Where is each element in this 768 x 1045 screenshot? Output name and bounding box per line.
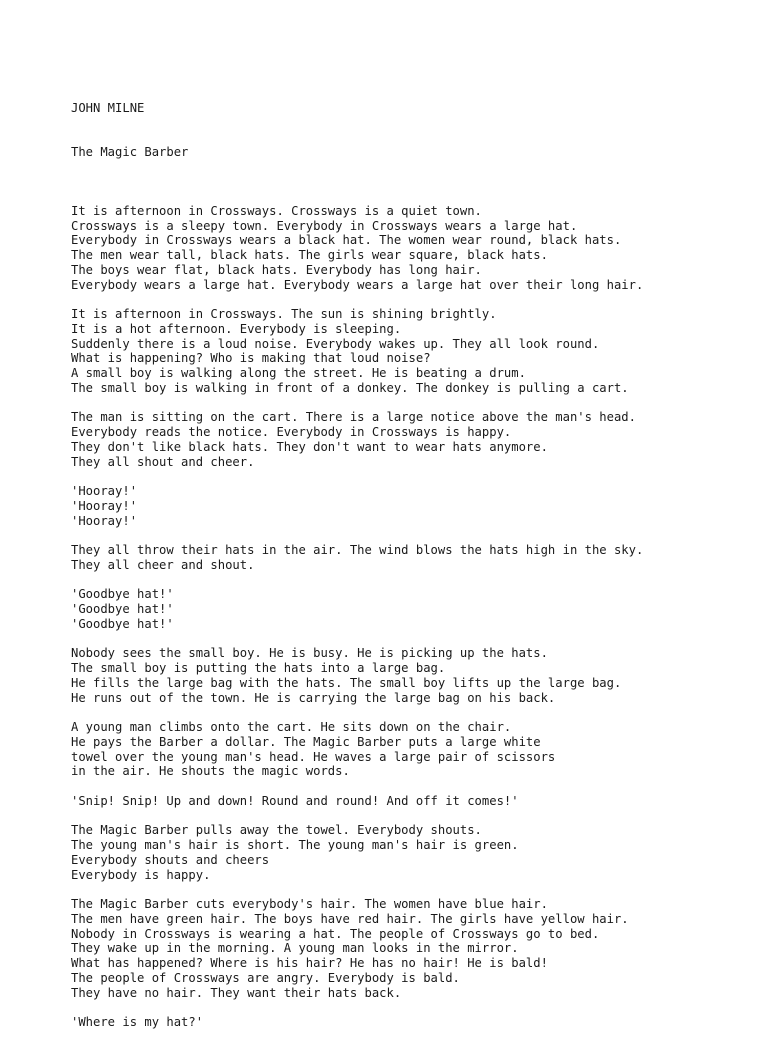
text-line: 'Goodbye hat!': [71, 587, 174, 602]
paragraph-gap: [71, 809, 751, 824]
paragraph: [71, 720, 751, 779]
document-page: [71, 71, 751, 1045]
text-line: The Magic Barber cuts everybody's hair. The women have blue hair.: [71, 897, 548, 911]
text-line: 'Goodbye hat!': [71, 602, 174, 616]
text-line: The small boy is putting the hats into a large bag.: [71, 661, 446, 675]
text-line: 'Where is my hat?': [71, 1015, 204, 1029]
author-name: JOHN MILNE: [71, 100, 145, 115]
text-line: Everybody reads the notice. Everybody in Crossways is happy.: [71, 425, 512, 439]
paragraph-gap: [71, 528, 751, 543]
paragraph: [71, 823, 751, 882]
text-line: They don't like black hats. They don't want to wear hats anymore.: [71, 439, 548, 454]
text-line: Everybody is happy.: [71, 867, 211, 882]
text-line: 'Goodbye hat!': [71, 616, 174, 631]
text-line: Suddenly there is a loud noise. Everybody wakes up. They all look round.: [71, 336, 600, 351]
paragraph: [71, 307, 751, 396]
text-line: It is afternoon in Crossways. Crossways is a quiet town.: [71, 203, 482, 218]
text-line: The people of Crossways are angry. Everybody is bald.: [71, 970, 460, 985]
paragraph-gap: [71, 632, 751, 647]
text-line: Nobody sees the small boy. He is busy. He is picking up the hats.: [71, 646, 548, 661]
text-line: towel over the young man's head. He waves a large pair of scissors: [71, 749, 556, 764]
paragraph-gap: [71, 189, 751, 204]
text-line: 'Hooray!': [71, 498, 138, 513]
paragraph: [71, 484, 751, 528]
text-line: He pays the Barber a dollar. The Magic Barber puts a large white: [71, 734, 541, 749]
text-line: Nobody in Crossways is wearing a hat. The people of Crossways go to bed.: [71, 926, 600, 941]
document-title: The Magic Barber: [71, 144, 189, 159]
text-line: Everybody wears a large hat. Everybody wears a large hat over their long hair.: [71, 277, 644, 292]
paragraph-gap: [71, 882, 751, 897]
text-line: They have no hair. They want their hats back.: [71, 985, 402, 1000]
text-line: Everybody in Crossways wears a black hat. The women wear round, black hats.: [71, 233, 622, 248]
text-line: The small boy is walking in front of a donkey. The donkey is pulling a cart.: [71, 380, 629, 395]
text-line: They all throw their hats in the air. The wind blows the hats high in the sky.: [71, 543, 644, 557]
text-line: It is a hot afternoon. Everybody is sleeping.: [71, 321, 402, 336]
paragraph: [71, 587, 751, 631]
text-line: 'Hooray!': [71, 513, 138, 528]
text-line: The Magic Barber pulls away the towel. Everybody shouts.: [71, 823, 482, 838]
text-line: They wake up in the morning. A young man looks in the mirror.: [71, 941, 519, 956]
paragraph: [71, 897, 751, 1000]
paragraph: [71, 204, 751, 293]
paragraph: [71, 794, 751, 809]
text-line: A small boy is walking along the street. He is beating a drum.: [71, 366, 526, 380]
paragraph: [71, 410, 751, 469]
paragraph: [71, 543, 751, 573]
paragraph-gap: [71, 1000, 751, 1015]
text-line: The men have green hair. The boys have red hair. The girls have yellow hair.: [71, 911, 629, 926]
text-line: A young man climbs onto the cart. He sits down on the chair.: [71, 720, 512, 734]
text-line: They all cheer and shout.: [71, 557, 255, 572]
paragraph-gap: [71, 705, 751, 720]
text-line: They all shout and cheer.: [71, 454, 255, 469]
text-line: in the air. He shouts the magic words.: [71, 764, 350, 779]
document-body: [71, 189, 751, 1030]
text-line: The man is sitting on the cart. There is a large notice above the man's head.: [71, 410, 636, 425]
text-line: The young man's hair is short. The young man's hair is green.: [71, 838, 519, 852]
text-line: He runs out of the town. He is carrying the large bag on his back.: [71, 690, 556, 705]
paragraph-gap: [71, 292, 751, 307]
text-line: 'Snip! Snip! Up and down! Round and round! And off it comes!': [71, 793, 519, 808]
paragraph-gap: [71, 573, 751, 588]
text-line: The boys wear flat, black hats. Everybody has long hair.: [71, 262, 482, 277]
text-line: What is happening? Who is making that loud noise?: [71, 351, 431, 366]
paragraph: [71, 646, 751, 705]
text-line: Crossways is a sleepy town. Everybody in Crossways wears a large hat.: [71, 218, 578, 233]
paragraph-gap: [71, 396, 751, 411]
paragraph-gap: [71, 779, 751, 794]
text-line: What has happened? Where is his hair? He has no hair! He is bald!: [71, 956, 548, 970]
text-line: The men wear tall, black hats. The girls wear square, black hats.: [71, 248, 548, 262]
paragraph: [71, 1015, 751, 1030]
text-line: 'Hooray!': [71, 484, 138, 498]
paragraph-gap: [71, 469, 751, 484]
text-line: Everybody shouts and cheers: [71, 852, 270, 867]
text-line: He fills the large bag with the hats. The small boy lifts up the large bag.: [71, 675, 622, 690]
text-line: It is afternoon in Crossways. The sun is shining brightly.: [71, 307, 497, 321]
